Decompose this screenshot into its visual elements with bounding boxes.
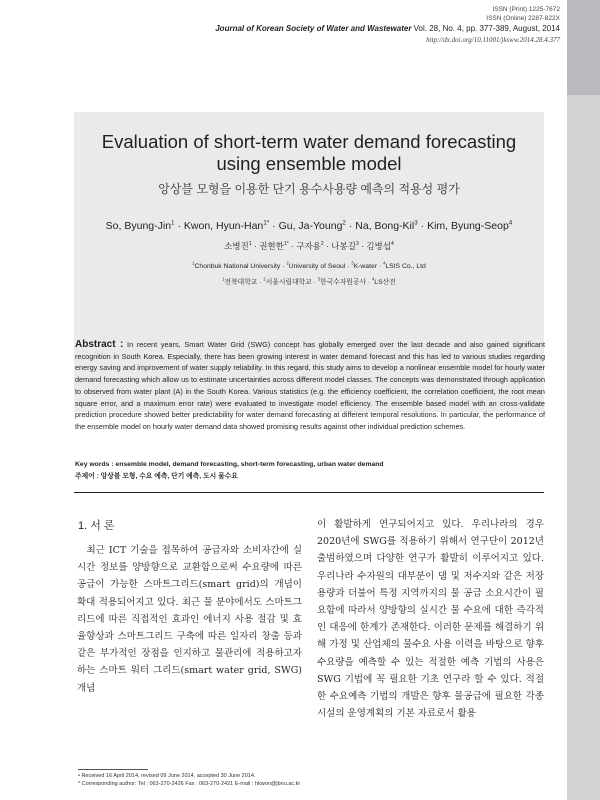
superscript-marker: 1 (192, 260, 195, 266)
keywords (75, 459, 545, 483)
section-divider (74, 492, 544, 493)
separator-dot: · (377, 263, 384, 270)
author-list-korean (74, 240, 544, 252)
separator-dot: · (288, 241, 297, 251)
affiliation-name: K-water (353, 263, 378, 270)
superscript-marker: 2 (320, 241, 324, 248)
separator-dot: · (417, 220, 428, 232)
author-korean-name: 소병진 (224, 241, 249, 251)
superscript-marker: 1* (263, 219, 270, 227)
author-korean (259, 241, 288, 251)
author-name: Kwon, Hyun-Han (183, 220, 264, 232)
footnote-corresponding: * Corresponding author: Tel : 063-270-2426 Fax : 063-270-2421 E-mail : hkwon@jbnu.ac.kr (78, 780, 301, 787)
author (184, 220, 269, 232)
superscript-marker: 1* (283, 241, 289, 248)
keywords-english: Key words : ensemble model, demand forecasting, short-term forecasting, urban water demand (75, 461, 384, 468)
author-korean-name: 나봉길 (331, 241, 356, 251)
footnotes (78, 773, 318, 788)
superscript-marker: 2 (263, 276, 266, 282)
author (427, 220, 512, 232)
volume-info: Vol. 28, No. 4, pp. 377-389, August, 2014 (411, 24, 560, 33)
author-name: So, Byung-Jin (105, 220, 172, 232)
issn-print: ISSN (Print) 1225-7672 (492, 6, 560, 13)
footnote-rule (78, 769, 148, 770)
separator-dot: · (345, 263, 352, 270)
author-korean-name: 구자용 (296, 241, 321, 251)
superscript-marker: 1 (248, 241, 252, 248)
superscript-marker: 1 (171, 219, 175, 227)
separator-dot: · (257, 279, 264, 286)
separator-dot: · (269, 220, 279, 232)
page-side-strip (567, 0, 600, 800)
journal-citation (215, 24, 560, 33)
abstract-label: Abstract : (75, 339, 124, 350)
separator-dot: · (345, 220, 356, 232)
author-korean (366, 241, 393, 251)
body-column-left: 최근 ICT 기술을 접목하여 공급자와 소비자간에 실시간 정보를 양방향으로 교환함으로써 수요량에 따른 공급이 가능한 스마트그리드(smart grid)의 개념이 확대 적용되어지고 있다. 최근 물 분야에서도 스마트그리드에 따른 직접적인 효과인 에너지 사용 절감 및 효율향상과 스마트그리드 구축에 따른 일자리 창출 등과 같은 부가적인 장점을 인지하고 물관리에 적용하고자 하는 스마트 워터 그리드(smart water grid, SWG) 개념 (77, 545, 302, 694)
author (106, 220, 175, 232)
superscript-marker: 4 (508, 219, 513, 227)
affiliation (383, 260, 426, 270)
doi-link[interactable]: http://dx.doi.org/10.11001/jksww.2014.28.4.377 (426, 36, 560, 44)
superscript-marker: 4 (383, 260, 386, 266)
superscript-marker: 3 (355, 241, 359, 248)
superscript-marker: 1 (222, 276, 225, 282)
affiliation-name: LSIS Co., Ltd (385, 263, 426, 270)
page-side-strip-top (567, 0, 600, 95)
author-korean (296, 241, 323, 251)
abstract-text: In recent years, Smart Water Grid (SWG) concept has globally emerged over the last decade and also gained significant recognition in South Korea. Especially, there has been growing interest in water demand forecast and this has led to various studies regarding energy saving and improvement of water supply reliability. In this regard, this study aims to develop a nonlinear ensemble model for hourly water demand forecasting which allow us to estimate uncertainties across different model classes. The concepts was demonstrated through application to observed from water plant (A) in the South Korea. Various statistics (e.g. the efficiency coefficient, the correlation coefficient, the root mean square error, and a maximum error rate) were evaluated to investigate model efficiency. The ensemble based model with an cross-validate prediction procedure showed better predictability for water demand forecasting at different temporal resolutions. In particular, the performance of the ensemble model on hourly water demand data showed promising results against other individual prediction schemes. (75, 340, 545, 431)
paper-title-line-2: using ensemble model (216, 153, 402, 174)
superscript-marker: 4 (372, 276, 375, 282)
affiliation-name: Chonbuk National University (194, 263, 281, 270)
affiliation-korean-name: 서울시립대학교 (265, 279, 312, 286)
keywords-korean: 주제어 : 앙상블 모형, 수요 예측, 단기 예측, 도시 물수요 (75, 473, 238, 480)
author-name: Kim, Byung-Seop (427, 220, 509, 232)
journal-name: Journal of Korean Society of Water and Wastewater (215, 24, 412, 33)
separator-dot: · (280, 263, 287, 270)
issn-block (486, 6, 560, 23)
affiliation-korean (317, 276, 366, 286)
affiliation (286, 260, 346, 270)
author-korean-name: 권현한 (259, 241, 284, 251)
affiliation-korean-name: 한국수자원공사 (320, 279, 366, 286)
paper-title-korean: 앙상블 모형을 이용한 단기 용수사용량 예측의 적용성 평가 (158, 182, 460, 196)
affiliation (351, 260, 378, 270)
separator-dot: · (174, 220, 184, 232)
author-name: Na, Bong-Kil (355, 220, 415, 232)
abstract (75, 339, 545, 433)
issn-online: ISSN (Online) 2287-822X (486, 14, 560, 22)
affiliation-list (74, 260, 544, 270)
author (279, 220, 346, 232)
author-korean-name: 김병섭 (366, 241, 391, 251)
author-name: Gu, Ja-Young (278, 220, 343, 232)
affiliation-list-korean (74, 276, 544, 286)
superscript-marker: 3 (317, 276, 320, 282)
paper-title-line-1: Evaluation of short-term water demand forecasting (101, 131, 517, 152)
author-korean (331, 241, 358, 251)
affiliation-korean (263, 276, 312, 286)
affiliation-korean-name: LS산전 (374, 279, 396, 286)
affiliation-korean (372, 276, 396, 286)
separator-dot: · (311, 279, 318, 286)
body-column-right: 이 활발하게 연구되어지고 있다. 우리나라의 경우 2020년에 SWG를 적용하기 위해서 연구단이 2012년 출범하였으며 다양한 연구가 활발히 이루어지고 있다. 우리나라 수자원의 대부분이 댐 및 저수지와 같은 저장용량과 더불어 특정 지역까지의 물 공급 소요시간이 필요함에 따라서 양방향의 실시간 물 수요에 대한 즉각적인 대응에 한계가 존재한다. 이러한 문제를 해결하기 위해 가정 및 산업체의 물수요 사용 이력을 바탕으로 향후 수요량을 예측할 수 있는 적절한 예측 기법의 사용은 SWG 기법에 꼭 필요한 기초 연구라 할 수 있다. 적절한 수요예측 기법의 개발은 향후 물공급에 필요한 각종 시설의 운영계획의 기본 자료로서 활용 (317, 519, 544, 720)
author (355, 220, 417, 232)
separator-dot: · (251, 241, 260, 251)
superscript-marker: 2 (342, 219, 346, 227)
footnote-received: • Received 16 April 2014, revised 09 June 2014, accepted 30 June 2014. (78, 773, 256, 779)
author-list (74, 220, 544, 232)
section-heading: 1. 서 론 (78, 520, 115, 532)
superscript-marker: 3 (414, 219, 418, 227)
superscript-marker: 2 (286, 260, 289, 266)
author-korean (224, 241, 251, 251)
affiliation (192, 260, 281, 270)
superscript-marker: 3 (351, 260, 354, 266)
paper-title (74, 131, 544, 175)
affiliation-korean (222, 276, 258, 286)
separator-dot: · (323, 241, 332, 251)
affiliation-name: University of Seoul (288, 263, 346, 270)
superscript-marker: 4 (390, 241, 394, 248)
separator-dot: · (358, 241, 367, 251)
separator-dot: · (365, 279, 373, 286)
affiliation-korean-name: 전북대학교 (224, 279, 258, 286)
